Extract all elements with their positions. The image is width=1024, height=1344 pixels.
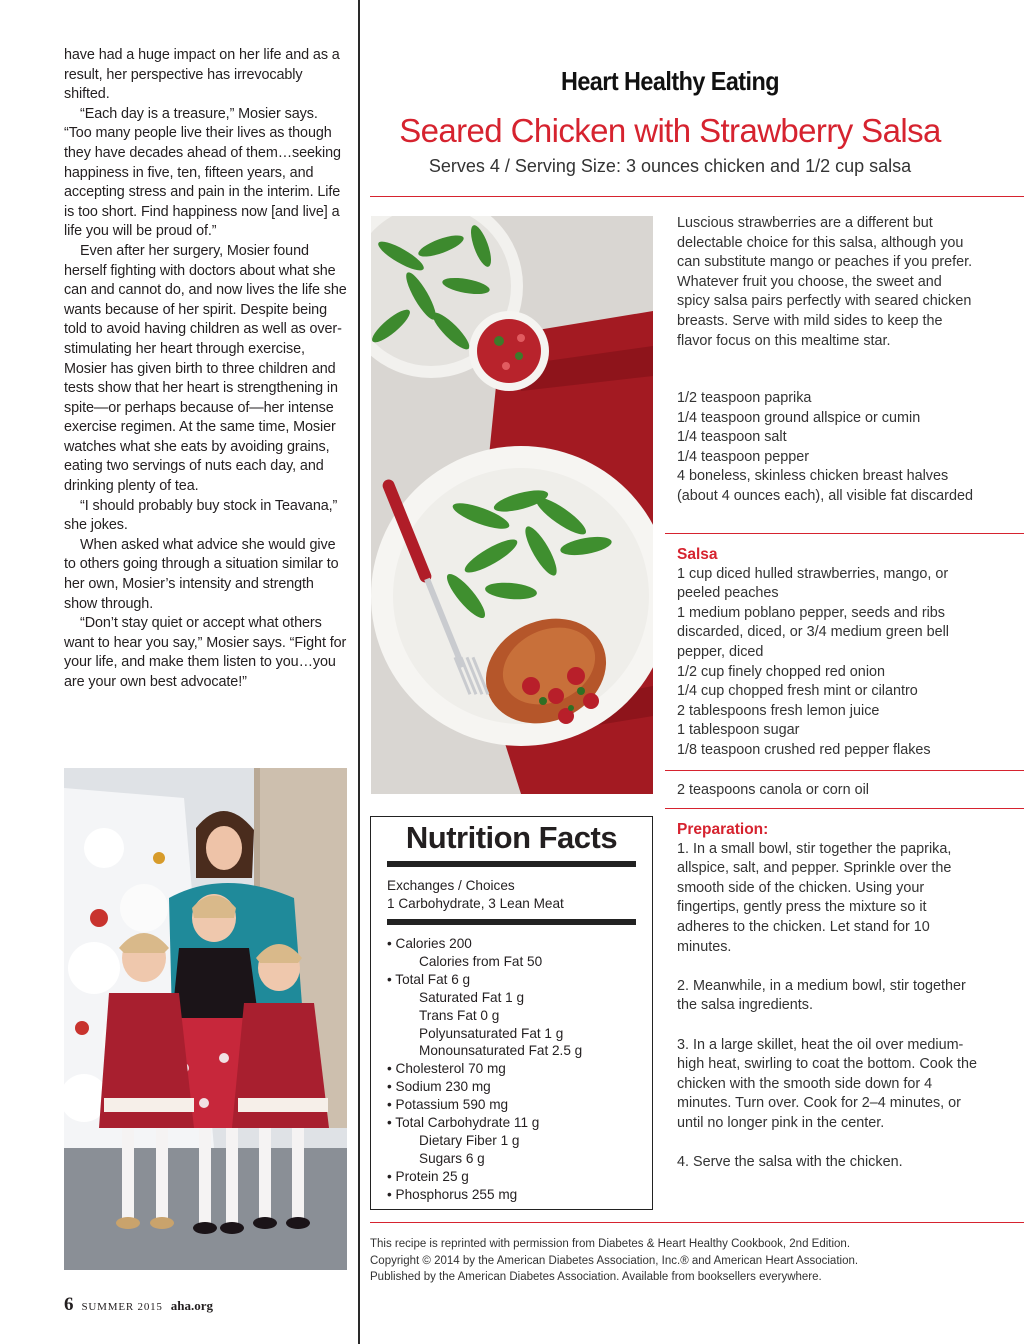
- nutrition-line: • Calories 200: [387, 936, 472, 951]
- exchanges-value: 1 Carbohydrate, 3 Lean Meat: [387, 896, 564, 911]
- nutrition-facts-panel: [370, 816, 653, 1210]
- preparation-heading: Preparation:: [677, 821, 769, 838]
- page-number: 6: [64, 1294, 74, 1315]
- site-label: aha.org: [170, 1298, 213, 1313]
- recipe-photo: [371, 216, 653, 794]
- nutrition-line: Polyunsaturated Fat 1 g: [419, 1025, 564, 1041]
- nutrition-line: Sugars 6 g: [419, 1150, 485, 1166]
- nutrition-line: Calories from Fat 50: [419, 953, 543, 969]
- preparation-step: 1. In a small bowl, stir together the paprika, allspice, salt, and pepper. Sprinkle over the smooth side of the chicken. Using your fingertips, gently press the mixture so it adheres to the chicken. Let stand for 10 minutes.: [677, 840, 952, 955]
- salsa-item: 1 cup diced hulled strawberries, mango, or peeled peaches: [677, 565, 949, 602]
- section-rule: [665, 808, 1024, 809]
- recipe-intro: Luscious strawberries are a different but delectable choice for this salsa, although you can substitute mango or peaches if you prefer. Whatever fruit you choose, the sweet and spicy salsa pairs perfectly with seared chicken breasts. Serve with mild sides to keep the flavor focus on this mealtime star.: [677, 215, 973, 349]
- section-title: Heart Healthy Eating: [560, 66, 780, 96]
- exchanges-label: Exchanges / Choices: [387, 878, 515, 893]
- ingredient-item: 1/4 teaspoon salt: [677, 429, 787, 446]
- ingredient-item: 1/4 teaspoon ground allspice or cumin: [677, 409, 921, 426]
- salsa-item: 2 tablespoons fresh lemon juice: [677, 702, 880, 719]
- nutrition-line: • Total Fat 6 g: [387, 971, 471, 987]
- recipe-title: Seared Chicken with Strawberry Salsa: [399, 112, 941, 149]
- family-photo-illustration: [64, 768, 347, 1270]
- salsa-item: 1 medium poblano pepper, seeds and ribs discarded, diced, or 3/4 medium green bell pepper, diced: [677, 604, 949, 660]
- article-paragraph: “Each day is a treasure,” Mosier says. “Too many people live their lives as though they have decades ahead of them…seeking happiness in five, ten, fifteen years, and accepting stress and pain in the interim. Life is too short. Find happiness now [and live] a life you will be proud of.”: [64, 105, 341, 240]
- page-footer: [64, 1294, 213, 1316]
- ingredient-list: [677, 389, 977, 507]
- article-paragraph: have had a huge impact on her life and as a result, her perspective has irrevocably shifted.: [64, 47, 340, 103]
- nutrition-line: • Sodium 230 mg: [387, 1079, 491, 1095]
- ingredient-item: 1/2 teaspoon paprika: [677, 390, 812, 406]
- credit-line: Published by the American Diabetes Association. Available from booksellers everywhere.: [370, 1271, 822, 1283]
- nutrition-bar: [387, 861, 636, 867]
- credit-rule: [370, 1222, 1024, 1223]
- salsa-item: 1/2 cup finely chopped red onion: [677, 663, 886, 680]
- salsa-item: 1/8 teaspoon crushed red pepper flakes: [677, 741, 931, 758]
- nutrition-line: • Potassium 590 mg: [387, 1097, 509, 1113]
- nutrition-title: Nutrition Facts: [405, 820, 618, 855]
- nutrition-bar: [387, 919, 636, 925]
- article-paragraph: “Don’t stay quiet or accept what others want to hear you say,” Mosier says. “Fight for your life, and make them listen to you…you are your own best advocate!”: [64, 615, 347, 690]
- header-rule: [370, 196, 1024, 197]
- section-rule: [665, 770, 1024, 771]
- nutrition-line: • Total Carbohydrate 11 g: [387, 1115, 540, 1131]
- article-paragraph: When asked what advice she would give to others going through a situation similar to her own, Mosier’s intensity and strength show through.: [64, 536, 339, 612]
- section-rule: [665, 533, 1024, 534]
- preparation-section: [677, 820, 977, 1192]
- nutrition-line: • Protein 25 g: [387, 1168, 469, 1184]
- preparation-step: 3. In a large skillet, heat the oil over medium-high heat, swirling to coat the bottom. Cook the chicken with the smooth side down for 4 minutes. Turn over. Cook for 2–4 minutes, or until no longer pink in the center.: [677, 1036, 977, 1131]
- salsa-heading: Salsa: [677, 546, 718, 563]
- nutrition-line: Monounsaturated Fat 2.5 g: [419, 1043, 583, 1059]
- article-paragraph: “I should probably buy stock in Teavana,” she jokes.: [64, 497, 338, 534]
- salsa-item: 1/4 cup chopped fresh mint or cilantro: [677, 683, 918, 700]
- recipe-photo-illustration: [371, 216, 653, 794]
- nutrition-line: Trans Fat 0 g: [419, 1007, 500, 1023]
- preparation-step: 2. Meanwhile, in a medium bowl, stir together the salsa ingredients.: [677, 977, 966, 1014]
- ingredient-item: 4 boneless, skinless chicken breast halves (about 4 ounces each), all visible fat discarded: [677, 468, 973, 504]
- family-photo: [64, 768, 347, 1270]
- credit-line: Copyright © 2014 by the American Diabetes Association, Inc.® and American Heart Association.: [370, 1254, 859, 1267]
- salsa-section: [677, 545, 977, 761]
- nutrition-line: Saturated Fat 1 g: [419, 989, 525, 1005]
- preparation-step: 4. Serve the salsa with the chicken.: [677, 1154, 903, 1171]
- article-paragraph: Even after her surgery, Mosier found herself fighting with doctors about what she can and cannot do, and now lives the life she wants because of her spirit. Despite being told to avoid having children as well as over-stimulating her heart through exercise, Mosier has given birth to three children and tests show that her heart is strengthening in spite—or perhaps because of—her intense exercise regimen. At the same time, Mosier watches what she eats by avoiding grains, eating two servings of nuts each day, and drinking plenty of tea.: [64, 242, 347, 495]
- oil-ingredient: 2 teaspoons canola or corn oil: [677, 782, 869, 798]
- recipe-credit: [370, 1236, 990, 1286]
- nutrition-line: Dietary Fiber 1 g: [419, 1132, 520, 1148]
- article-text: [64, 46, 348, 693]
- nutrition-line: • Cholesterol 70 mg: [387, 1061, 506, 1077]
- salsa-item: 1 tablespoon sugar: [677, 722, 800, 739]
- credit-line: This recipe is reprinted with permission from Diabetes & Heart Healthy Cookbook, 2nd Edition.: [370, 1238, 851, 1250]
- nutrition-line: • Phosphorus 255 mg: [387, 1186, 518, 1202]
- serving-info: Serves 4 / Serving Size: 3 ounces chicken and 1/2 cup salsa: [428, 156, 912, 176]
- column-divider: [358, 0, 360, 1344]
- ingredient-item: 1/4 teaspoon pepper: [677, 448, 810, 465]
- issue-label: SUMMER 2015: [81, 1301, 163, 1313]
